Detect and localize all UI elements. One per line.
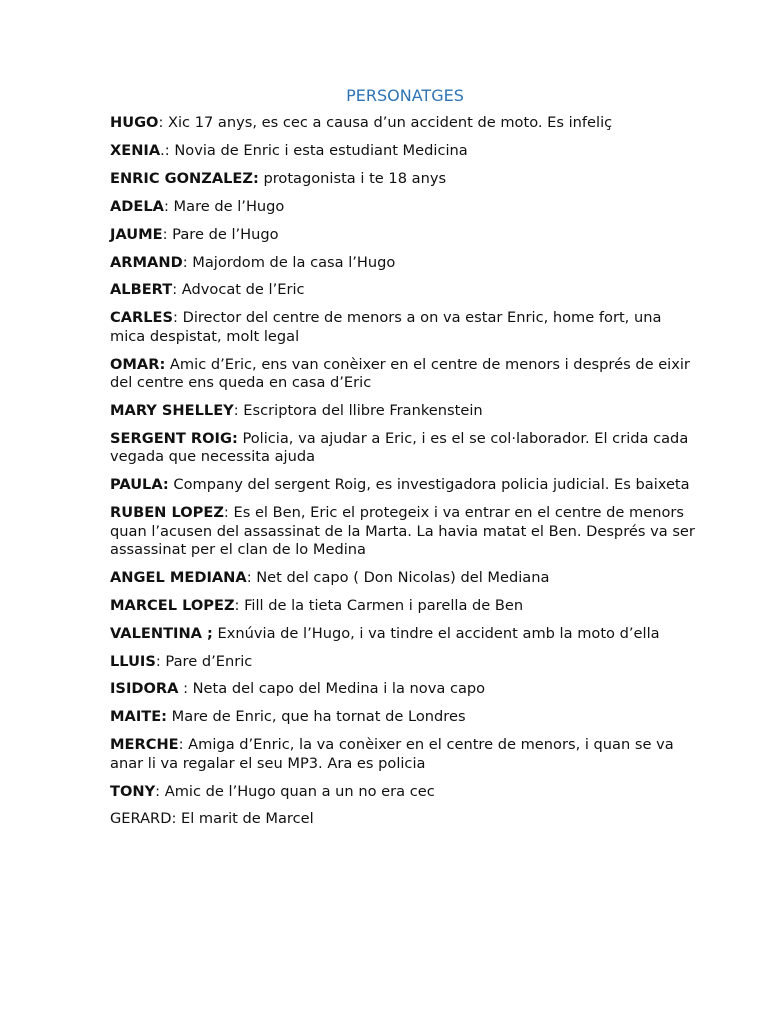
character-description: Exnúvia de l’Hugo, i va tindre el accident amb la moto d’ella: [212, 624, 660, 642]
character-entry: [110, 114, 700, 132]
character-entry: [110, 281, 700, 299]
character-description: : Fill de la tieta Carmen i parella de Ben: [234, 596, 524, 614]
character-description: : Escriptora del llibre Frankenstein: [233, 401, 483, 419]
character-entry: [110, 356, 700, 393]
character-description: Mare de Enric, que ha tornat de Londres: [167, 708, 466, 726]
character-name: OMAR:: [110, 355, 166, 373]
character-entry: [110, 653, 700, 671]
character-description: : Majordom de la casa l’Hugo: [182, 253, 396, 271]
character-name: PAULA:: [110, 476, 169, 494]
character-name: CARLES: [110, 309, 174, 327]
character-name: RUBEN LOPEZ: [110, 504, 224, 522]
character-list: [110, 114, 700, 829]
character-entry: [110, 476, 700, 494]
character-entry: [110, 680, 700, 698]
character-entry: [110, 504, 700, 559]
character-entry: [110, 226, 700, 244]
character-description: : Mare de l’Hugo: [163, 197, 285, 215]
character-entry: [110, 170, 700, 188]
character-description: .: Novia de Enric i esta estudiant Medicina: [160, 141, 468, 159]
character-description: protagonista i te 18 anys: [258, 169, 447, 187]
character-name: JAUME: [110, 225, 163, 243]
document-title: PERSONATGES: [346, 86, 464, 105]
character-description: Policia, va ajudar a Eric, i es el se col·laborador. El crida cada vegada que necessita ajuda: [110, 429, 689, 466]
character-description: Amic d’Eric, ens van conèixer en el centre de menors i després de eixir del centre ens queda en casa d’Eric: [110, 355, 690, 392]
character-name: MARY SHELLEY: [110, 401, 234, 419]
character-name: ARMAND: [110, 253, 183, 271]
character-description: : Pare de l’Hugo: [162, 225, 279, 243]
character-entry: [110, 783, 700, 801]
character-entry: [110, 142, 700, 160]
character-description: : El marit de Marcel: [171, 810, 314, 828]
character-name: LLUIS: [110, 652, 156, 670]
character-entry: [110, 198, 700, 216]
character-entry: [110, 309, 700, 346]
character-entry: [110, 254, 700, 272]
character-name: MAITE:: [110, 708, 168, 726]
character-name: TONY: [110, 782, 156, 800]
character-description: : Xic 17 anys, es cec a causa d’un accident de moto. Es infeliç: [158, 114, 613, 131]
character-entry: [110, 569, 700, 587]
character-entry: [110, 402, 700, 420]
character-name: HUGO: [110, 114, 159, 131]
character-name: ENRIC GONZALEZ:: [110, 169, 259, 187]
character-description: : Amiga d’Enric, la va conèixer en el centre de menors, i quan se va anar li va regalar el seu MP3. Ara es policia: [110, 736, 674, 772]
character-name: ANGEL MEDIANA: [110, 568, 247, 586]
character-description: : Neta del capo del Medina i la nova capo: [178, 680, 486, 698]
character-description: : Advocat de l’Eric: [172, 281, 305, 299]
character-name: ISIDORA: [110, 680, 179, 698]
character-description: Company del sergent Roig, es investigadora policia judicial. Es baixeta: [168, 476, 690, 494]
character-entry: [110, 430, 700, 467]
character-name: ADELA: [110, 197, 164, 215]
character-name: MARCEL LOPEZ: [110, 596, 235, 614]
character-name: SERGENT ROIG:: [110, 429, 238, 447]
character-description: : Es el Ben, Eric el protegeix i va entrar en el centre de menors quan l’acusen del assassinat de la Marta. La havia matat el Ben. Després va ser assassinat per el clan de lo Medina: [110, 504, 695, 558]
document-page: [110, 86, 700, 838]
character-entry: [110, 625, 700, 643]
character-name: XENIA: [110, 141, 161, 159]
character-name: VALENTINA ;: [110, 624, 213, 642]
character-entry: [110, 708, 700, 726]
character-description: : Net del capo ( Don Nicolas) del Mediana: [246, 568, 550, 586]
character-description: : Director del centre de menors a on va estar Enric, home fort, una mica despistat, molt legal: [110, 309, 662, 345]
character-name: ALBERT: [110, 281, 173, 299]
character-description: : Pare d’Enric: [155, 652, 253, 670]
character-name: MERCHE: [110, 736, 179, 754]
character-description: : Amic de l’Hugo quan a un no era cec: [155, 782, 435, 800]
character-entry: [110, 810, 700, 828]
character-entry: [110, 597, 700, 615]
character-name: GERARD: [110, 810, 172, 828]
character-entry: [110, 736, 700, 773]
